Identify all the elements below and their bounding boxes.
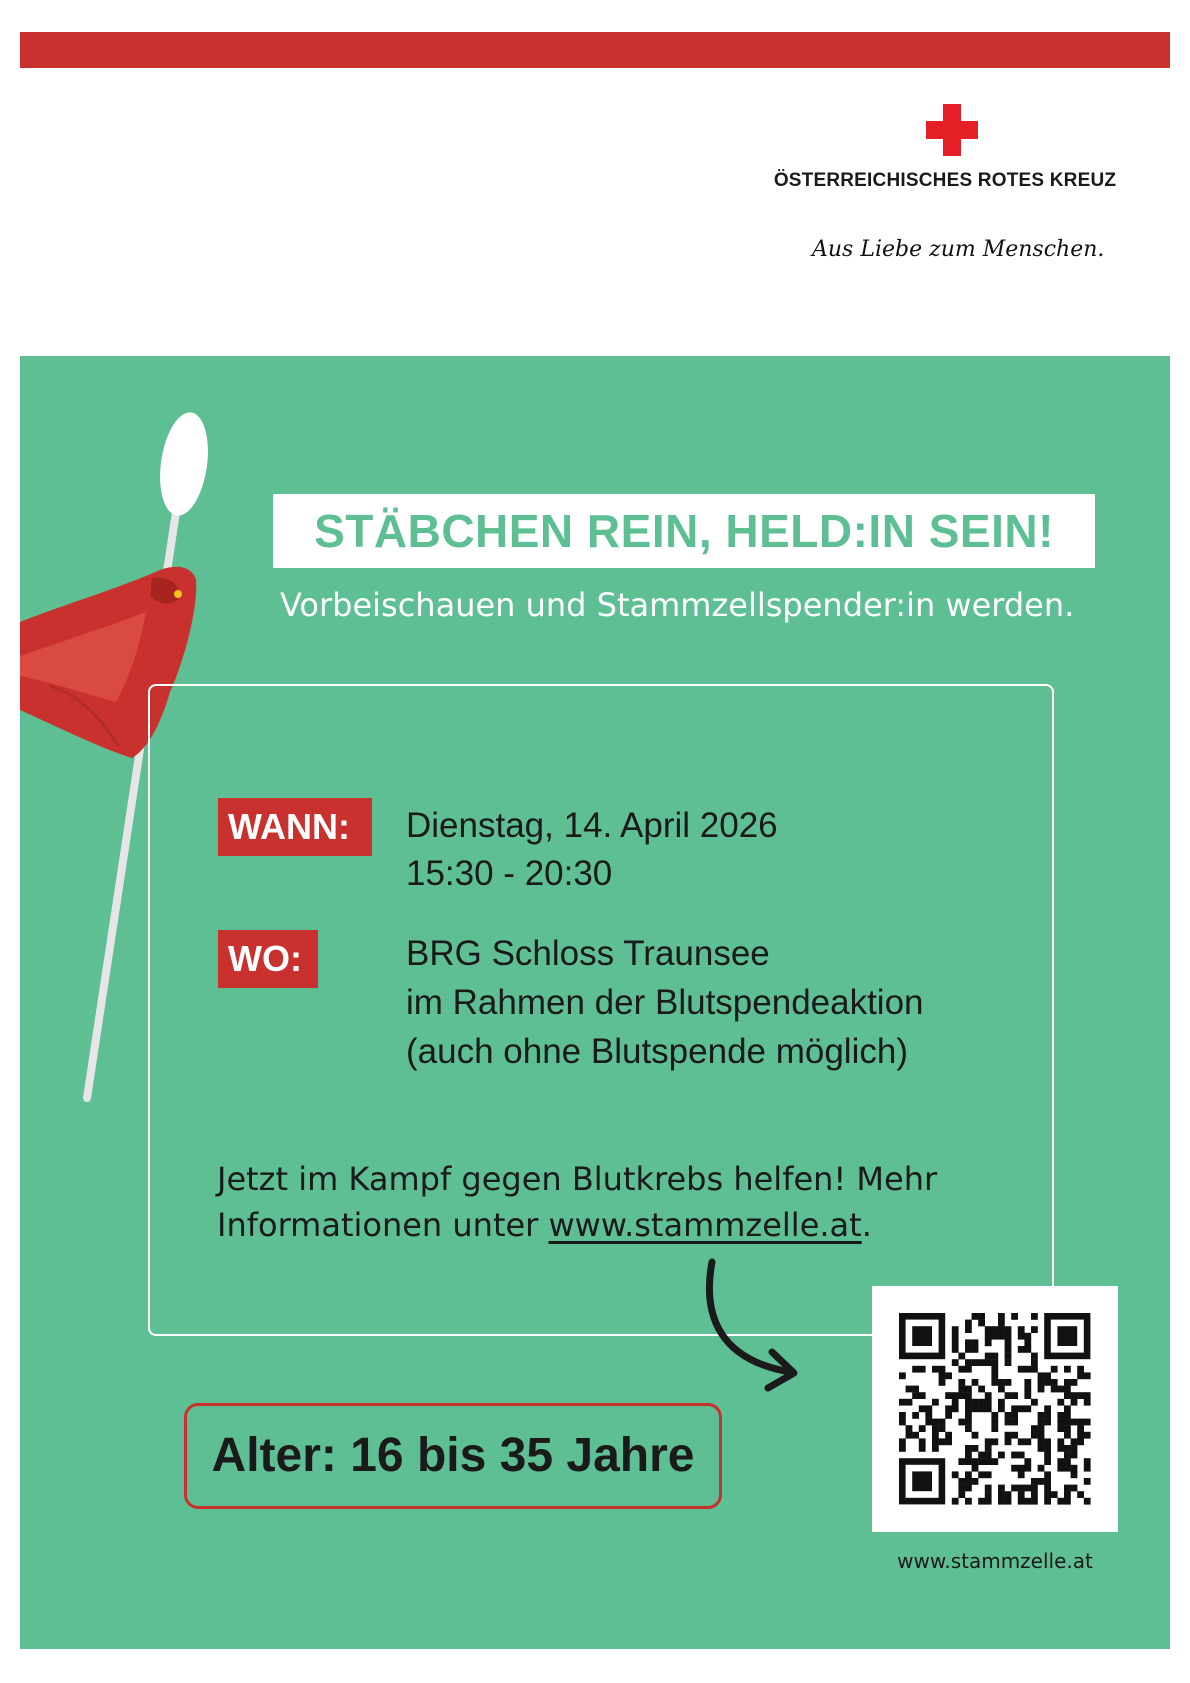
event-date: Dienstag, 14. April 2026 xyxy=(406,806,778,845)
top-red-bar xyxy=(20,32,1170,68)
subline: Vorbeischauen und Stammzellspender:in werden. xyxy=(280,586,1075,624)
stammzelle-link[interactable]: www.stammzelle.at xyxy=(548,1206,862,1244)
qr-url: www.stammzelle.at xyxy=(897,1549,1093,1573)
event-location-note: (auch ohne Blutspende möglich) xyxy=(406,1032,908,1071)
event-location: BRG Schloss Traunsee xyxy=(406,934,770,973)
headline-box xyxy=(273,494,1095,568)
event-time: 15:30 - 20:30 xyxy=(406,854,613,893)
curved-arrow-icon xyxy=(690,1256,850,1396)
headline: STÄBCHEN REIN, HELD:IN SEIN! xyxy=(314,505,1054,557)
age-range-box: Alter: 16 bis 35 Jahre xyxy=(184,1403,722,1509)
wann-label: WANN: xyxy=(218,798,372,856)
green-panel xyxy=(20,356,1170,1649)
slogan: Aus Liebe zum Menschen. xyxy=(812,237,1105,262)
event-location-context: im Rahmen der Blutspendeaktion xyxy=(406,983,924,1022)
wo-label: WO: xyxy=(218,930,318,988)
qr-code-icon[interactable] xyxy=(872,1286,1118,1532)
cta-period: . xyxy=(861,1206,872,1244)
cta-text: Jetzt im Kampf gegen Blutkrebs helfen! Mehr Informationen unter xyxy=(217,1160,938,1244)
organization-name: ÖSTERREICHISCHES ROTES KREUZ xyxy=(773,170,1117,191)
red-cross-icon xyxy=(926,104,978,156)
call-to-action xyxy=(217,1156,977,1248)
